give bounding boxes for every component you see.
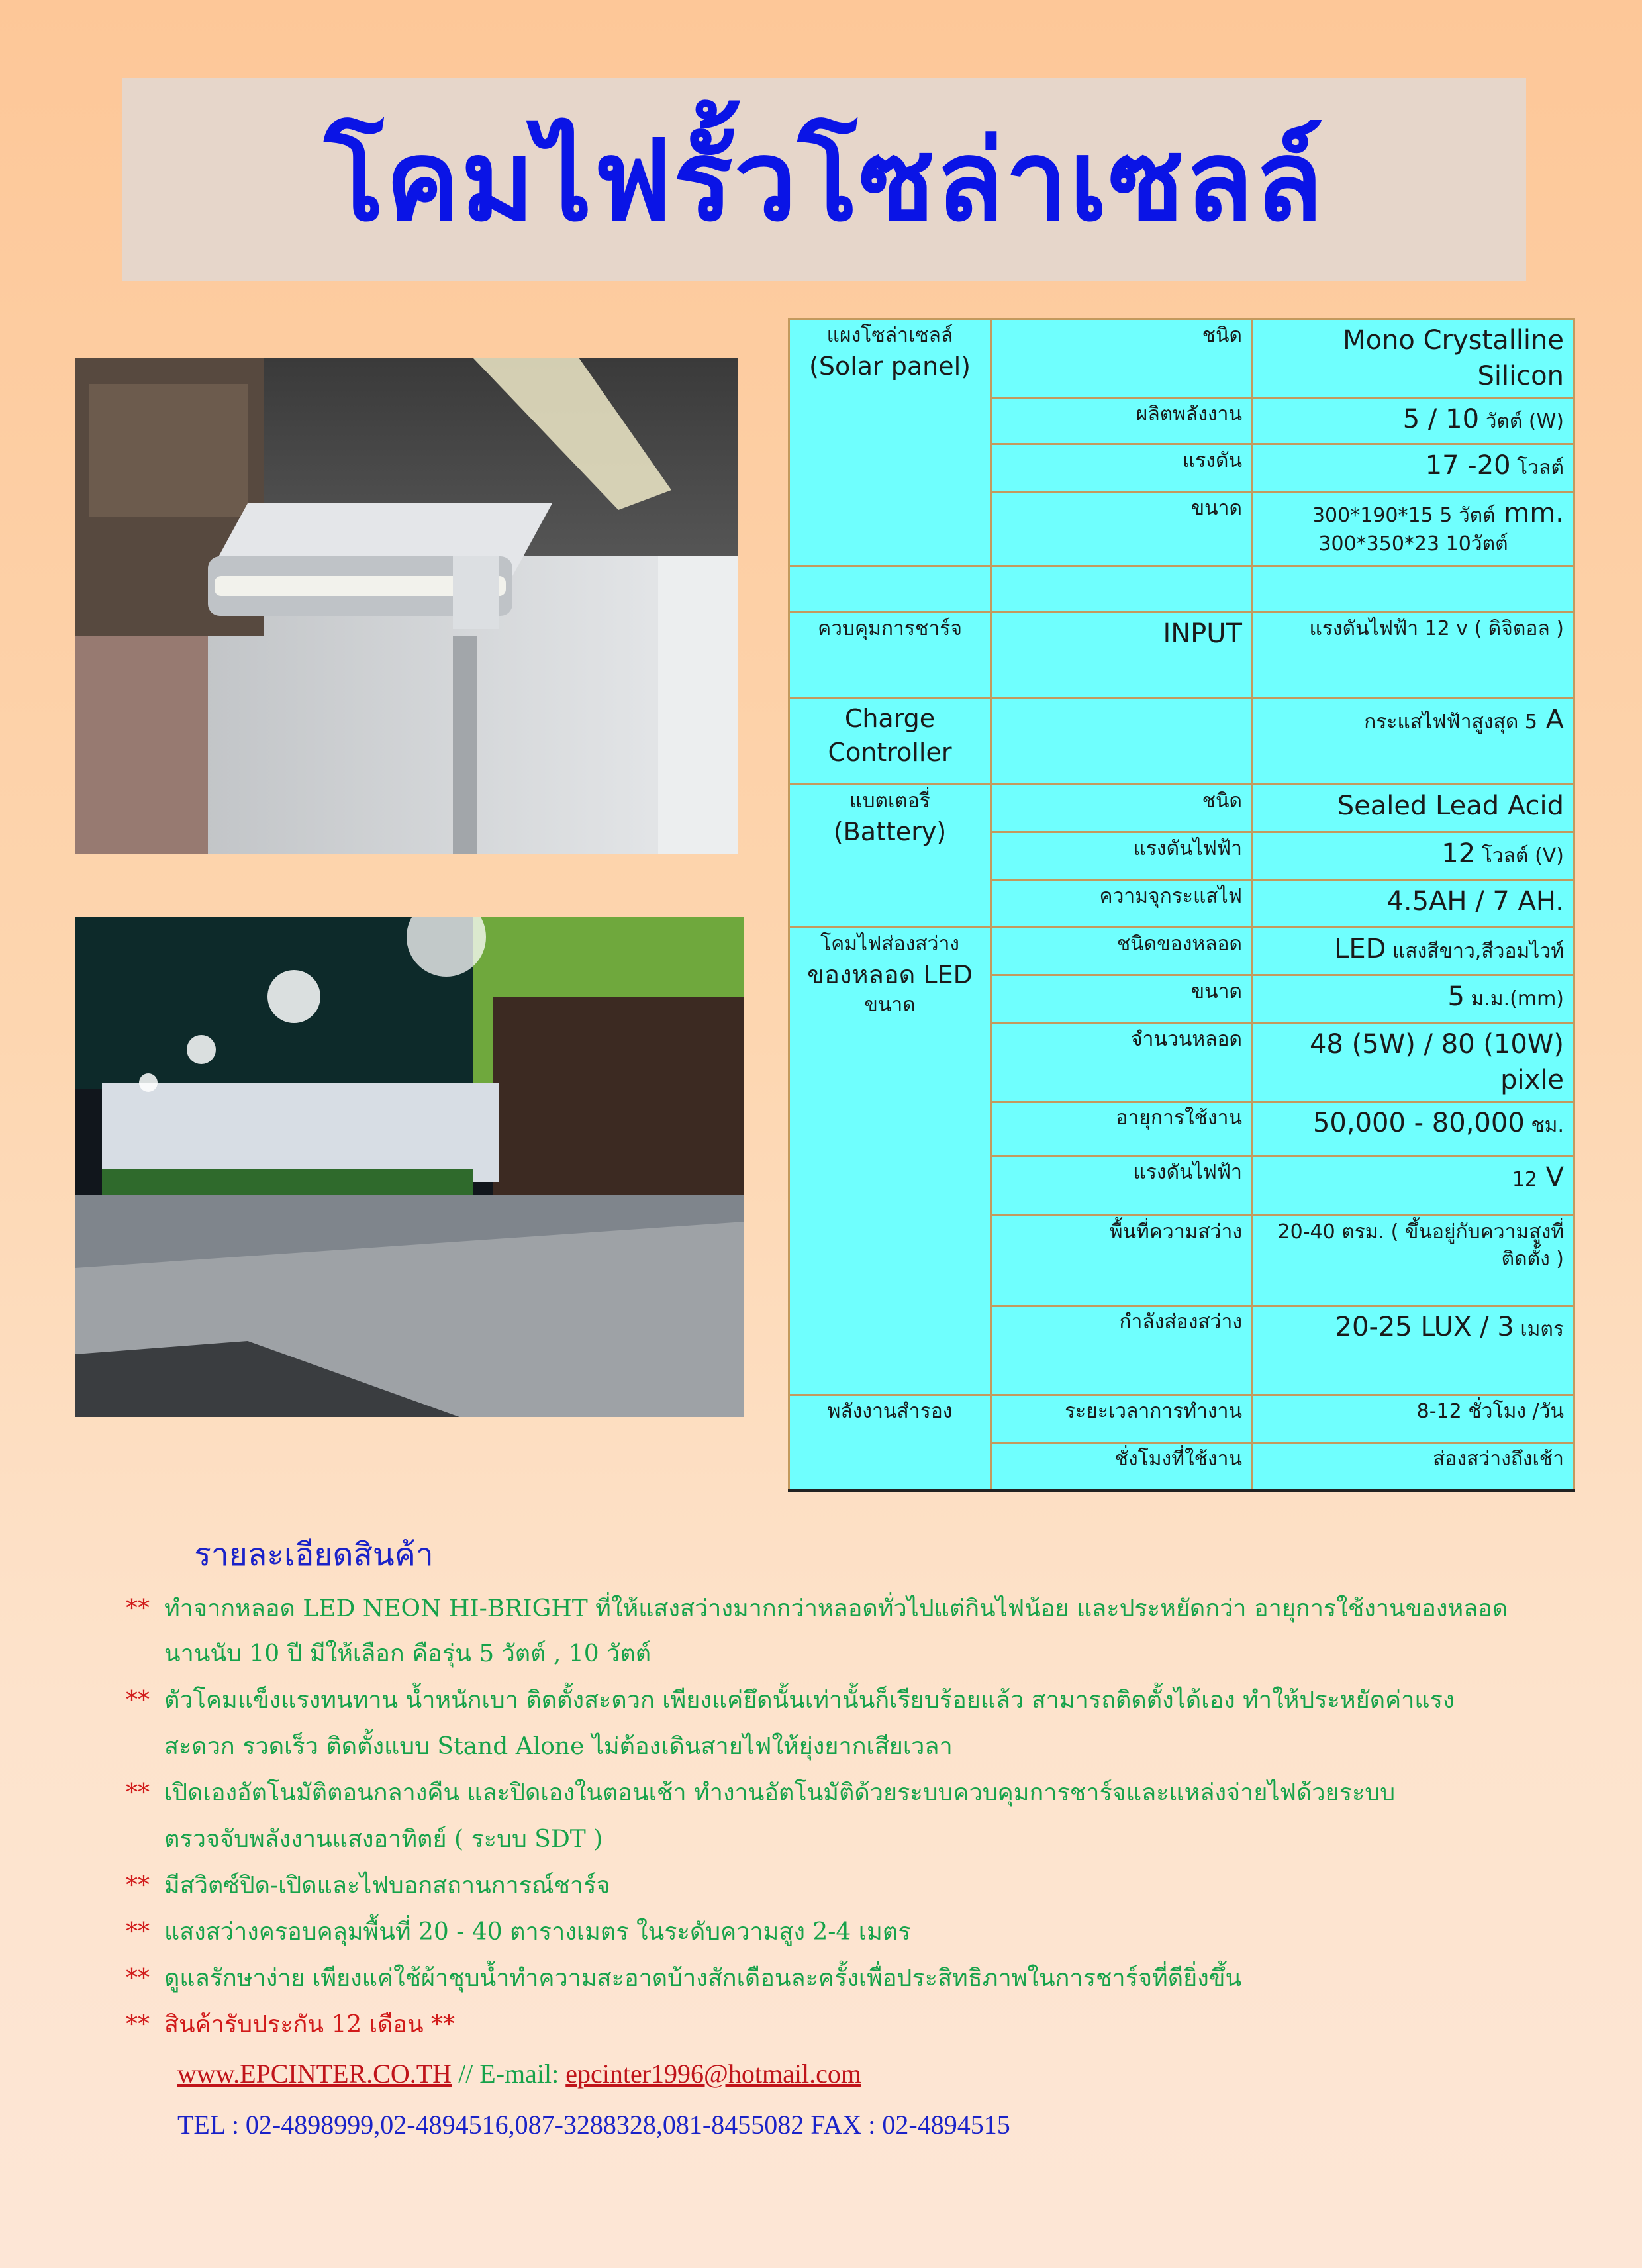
page-title: โคมไฟรั้วโซล่าเซลล์ xyxy=(324,115,1325,246)
product-photo-night xyxy=(75,917,744,1417)
table-row: แรงดัน 17 -20 โวลต์ xyxy=(789,444,1574,492)
table-row: ควบคุมการชาร์จ INPUT แรงดันไฟฟ้า 12 v ( ดิจิตอล ) xyxy=(789,613,1574,699)
table-row: โคมไฟส่องสว่าง ของหลอด LED ขนาด ชนิดของหลอด LED แสงสีขาว,สีวอมไวท์ xyxy=(789,928,1574,975)
solar-panel-cell: แผงโซล่าเซลล์ (Solar panel) xyxy=(789,319,991,566)
product-photo-daytime xyxy=(75,358,738,854)
led-lamp-cell: โคมไฟส่องสว่าง ของหลอด LED ขนาด xyxy=(789,928,991,1395)
table-row: ผลิตพลังงาน 5 / 10 วัตต์ (W) xyxy=(789,398,1574,444)
detail-bullet-cont: สะดวก รวดเร็ว ติดตั้งแบบ Stand Alone ไม่ต้องเดินสายไฟให้ยุ่งยากเสียเวลา xyxy=(164,1733,953,1760)
website-link[interactable]: www.EPCINTER.CO.TH xyxy=(177,2059,452,2089)
detail-bullet: ** มีสวิตซ์ปิด-เปิดและไฟบอกสถานการณ์ชาร์จ xyxy=(126,1872,610,1899)
table-row: พื้นที่ความสว่าง 20-40 ตรม. ( ขึ้นอยู่กับความสูงที่ ติดตั้ง ) xyxy=(789,1216,1574,1306)
detail-bullet: ** แสงสว่างครอบคลุมพื้นที่ 20 - 40 ตารางเมตร ในระดับความสูง 2-4 เมตร xyxy=(126,1918,911,1946)
lamp-closeup-image xyxy=(75,358,738,854)
phone-line: TEL : 02-4898999,02-4894516,087-3288328,081-8455082 FAX : 02-4894515 xyxy=(177,2110,1010,2140)
details-heading: รายละเอียดสินค้า xyxy=(194,1536,434,1573)
table-row: แบตเตอรี่ (Battery) ชนิด Sealed Lead Acid xyxy=(789,785,1574,832)
table-row: จำนวนหลอด 48 (5W) / 80 (10W) pixle xyxy=(789,1023,1574,1102)
detail-bullet: ** ดูแลรักษาง่าย เพียงแค่ใช้ผ้าชุบน้ำทำความสะอาดบ้างสักเดือนละครั้งเพื่อประสิทธิภาพในการชาร์จที่ดียิ่งขึ้น xyxy=(126,1965,1242,1992)
title-banner xyxy=(122,78,1526,281)
battery-cell: แบตเตอรี่ (Battery) xyxy=(789,785,991,928)
table-row: พลังงานสำรอง ระยะเวลาการทำงาน 8-12 ชั่วโมง /วัน xyxy=(789,1395,1574,1443)
warranty-note: ** สินค้ารับประกัน 12 เดือน ** xyxy=(126,2011,456,2038)
table-row-empty xyxy=(789,566,1574,613)
table-row: ความจุกระแสไฟ 4.5AH / 7 AH. xyxy=(789,880,1574,928)
spec-table xyxy=(788,318,1575,1492)
detail-bullet: ** ตัวโคมแข็งแรงทนทาน น้ำหนักเบา ติดตั้งสะดวก เพียงแค่ยึดนั้นเท่านั้นก็เรียบร้อยแล้ว สามารถติดตั้งได้เอง ทำให้ประหยัดค่าแรง xyxy=(126,1687,1455,1714)
detail-bullet: ** เปิดเองอัตโนมัติตอนกลางคืน และปิดเองในตอนเช้า ทำงานอัตโนมัติด้วยระบบควบคุมการชาร์จและแหล่งจ่ายไฟด้วยระบบ xyxy=(126,1779,1396,1806)
table-row: กำลังส่องสว่าง 20-25 LUX / 3 เมตร xyxy=(789,1306,1574,1395)
table-row: แรงดันไฟฟ้า 12 V xyxy=(789,1156,1574,1216)
table-row: ชั่งโมงที่ใช้งาน ส่องสว่างถึงเช้า xyxy=(789,1443,1574,1491)
detail-bullet: ** ทำจากหลอด LED NEON HI-BRIGHT ที่ให้แสงสว่างมากกว่าหลอดทั่วไปแต่กินไฟน้อย และประหยัดกว่า อายุการใช้งานของหลอด xyxy=(126,1595,1508,1622)
table-row: Charge Controller กระแสไฟฟ้าสูงสุด 5 A xyxy=(789,699,1574,785)
detail-bullet-cont: ตรวจจับพลังงานแสงอาทิตย์ ( ระบบ SDT ) xyxy=(164,1826,603,1853)
table-row: แรงดันไฟฟ้า 12 โวลต์ (V) xyxy=(789,832,1574,880)
contact-line: www.EPCINTER.CO.TH // E-mail: epcinter1996@hotmail.com xyxy=(177,2059,861,2089)
table-row: แผงโซล่าเซลล์ (Solar panel) ชนิด Mono Crystalline Silicon xyxy=(789,319,1574,398)
table-row: อายุการใช้งาน 50,000 - 80,000 ชม. xyxy=(789,1102,1574,1156)
table-row: ขนาด 5 ม.ม.(mm) xyxy=(789,975,1574,1023)
table-row: ขนาด 300*190*15 5 วัตต์ mm. 300*350*23 10วัตต์ xyxy=(789,492,1574,566)
detail-bullet-cont: นานนับ 10 ปี มีให้เลือก คือรุ่น 5 วัตต์ , 10 วัตต์ xyxy=(164,1640,652,1667)
night-fence-image xyxy=(75,917,744,1417)
email-link[interactable]: epcinter1996@hotmail.com xyxy=(565,2059,861,2089)
